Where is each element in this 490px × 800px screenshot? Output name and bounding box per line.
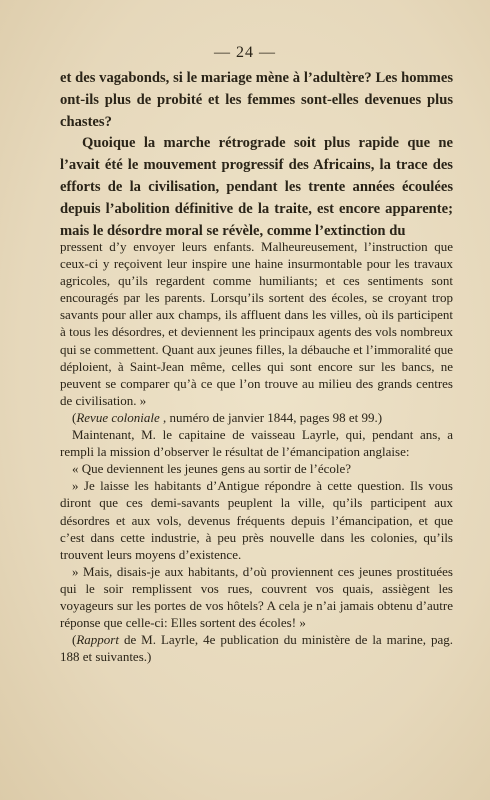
citation-source: Revue coloniale bbox=[76, 409, 160, 425]
page-number: — 24 — bbox=[214, 44, 276, 61]
citation-details: , numéro de janvier 1844, pages 98 et 99.) bbox=[162, 409, 383, 425]
citation-source: Rapport bbox=[76, 632, 119, 648]
paragraph: et des vagabonds, si le mariage mène à l’adultère? Les hommes ont-ils plus de probité et les femmes sont-elles devenues plus chastes? bbox=[60, 70, 453, 130]
citation-details: de M. Layrle, 4e publication du ministère de la marine, pag. 188 et suivantes.) bbox=[60, 632, 453, 665]
paragraph: Maintenant, M. le capitaine de vaisseau Layrle, qui, pendant ans, a rempli la mission d’observer le résultat de l’émancipation anglaise: bbox=[60, 427, 453, 460]
bottom-text-section bbox=[60, 238, 453, 665]
citation-open: ( bbox=[72, 409, 77, 425]
citation-open: ( bbox=[72, 632, 77, 648]
quoted-answer: » Mais, disais-je aux habitants, d’où proviennent ces jeunes prostituées qui le soir remplissent vos rues, couvrent vos quais, assiègent les voyageurs sur les portes de vos hôtels? A cela je n’ai jamais obtenu d’autre réponse que celle-ci: Elles sortent des écoles! » bbox=[60, 563, 453, 631]
quoted-question: « Que deviennent les jeunes gens au sortir de l’école? bbox=[72, 461, 352, 477]
quoted-answer: » Je laisse les habitants d’Antigue répondre à cette question. Ils vous diront que ces demi-savants peuplent la ville, qu’ils participent aux désordres et aux vols, devenus fréquents depuis l’émancipation, et que c’est dans cette industrie, à peu près nouvelle dans les colonies, qu’ils trouvent leurs moyens d’existence. bbox=[60, 478, 453, 562]
top-text-section bbox=[60, 68, 453, 242]
citation bbox=[60, 631, 453, 665]
citation bbox=[60, 409, 453, 426]
quoted-passage: pressent d’y envoyer leurs enfants. Malheureusement, l’instruction que ceux-ci y reçoivent leur inspire une haine insurmontable pour les travaux agricoles, qu’ils regardent comme humiliants; et ces sentiments sont encouragés par les parents. Lorsqu’ils sortent des écoles, se croyant trop savants pour aller aux champs, ils affluent dans les villes, où ils participent à tous les désordres, et deviennent les principaux agents des vols nombreux qui se commettent. Quant aux jeunes filles, la débauche et l’immoralité que déploient, à Saint-Jean même, celles qui sont encore sur les bancs, ne peuvent se comparer qu’à ce que l’on trouve au milieu des grands centres de civilisation. » bbox=[60, 239, 453, 408]
paragraph: Quoique la marche rétrograde soit plus rapide que ne l’avait été le mouvement progressif des Africains, la trace des efforts de la civilisation, pendant les trente années écoulées depuis l’abolition définitive de la traite, est encore apparente; mais le désordre moral se révèle, comme l’extinction du bbox=[60, 135, 453, 239]
